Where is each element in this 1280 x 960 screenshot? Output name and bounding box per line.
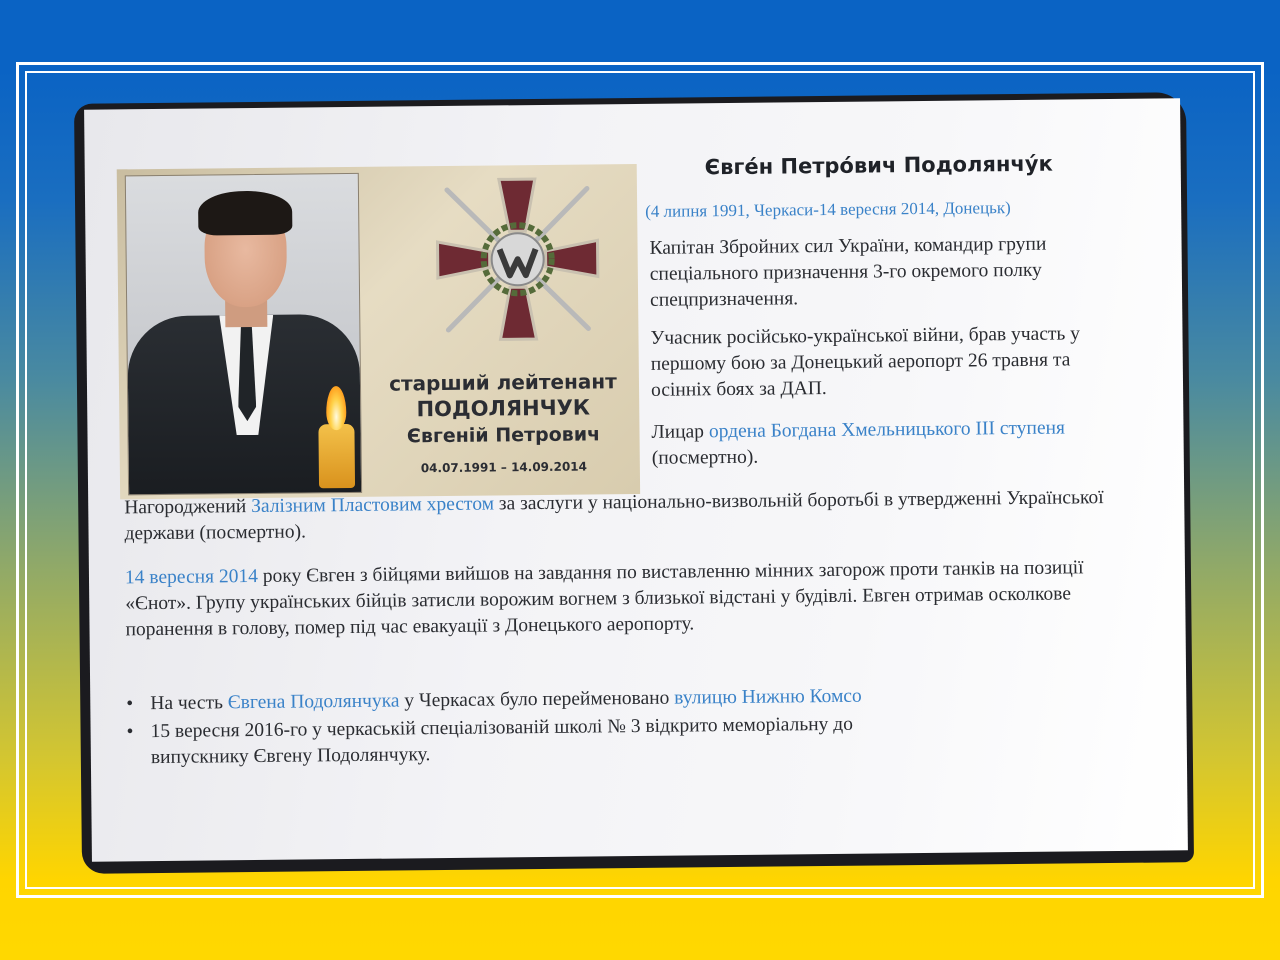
award-link: Залізним Пластовим хрестом	[251, 493, 495, 518]
bullet-line-2: випускнику Євгену Подолянчуку.	[150, 744, 431, 769]
given-names-label: Євгеній Петрович	[406, 423, 601, 448]
award-prefix: Нагороджений	[124, 496, 247, 519]
death-date-link: 14 вересня 2014	[124, 565, 259, 589]
award-suffix: за заслуги у національно-визвольній боротьбі в утвердженні Української держави (посмертно).	[124, 487, 1104, 545]
list-item	[126, 708, 1186, 771]
order-link: ордена Богдана Хмельницького III ступеня	[708, 417, 1066, 443]
surname-label: ПОДОЛЯНЧУК	[416, 395, 591, 422]
candle-icon	[318, 424, 355, 488]
death-text: року Євген з бійцями вийшов на завдання по виставленню мінних загорож проти танків на позиції «Єнот». Групу українських бійців затисли ворожим вогнем з близької відстані у будівлі. Евген отримав осколкове поранення в голову, помер під час евакуації з Донецького аеропорту.	[125, 557, 1084, 641]
hair	[198, 191, 292, 236]
bullet-marker: •	[126, 721, 134, 743]
memorial-caption	[369, 369, 638, 476]
war-paragraph: Учасник російсько-української війни, брав участь у першому бою за Донецький аеропорт 26 травня та осінніх боях за ДАП.	[650, 323, 1081, 401]
memorial-photo-panel	[117, 164, 640, 499]
rank-label: старший лейтенант	[389, 369, 617, 396]
order-prefix: Лицар	[651, 421, 705, 443]
street-link: вулицю Нижню Комсо	[674, 685, 862, 709]
bullet-line-1: 15 вересня 2016-го у черкаській спеціалізованій школі № 3 відкрито меморіальну до	[150, 713, 854, 743]
award-paragraph	[124, 485, 1124, 547]
bullet-prefix: На честь	[150, 692, 224, 715]
death-paragraph	[125, 555, 1126, 643]
order-paragraph	[651, 415, 1122, 472]
order-cross-icon	[429, 170, 607, 348]
person-link: Євгена Подолянчука	[227, 690, 400, 714]
service-paragraph: Капітан Збройних сил України, командир групи спеціального призначення 3-го окремого полку спецпризначення.	[649, 233, 1047, 311]
memorial-card	[84, 98, 1188, 861]
life-dates-link: (4 липня 1991, Черкаси-14 вересня 2014, Донецьк)	[645, 198, 1011, 221]
order-suffix: (посмертно).	[651, 446, 759, 469]
portrait-photo	[125, 173, 362, 495]
bullet-middle: у Черкасах було перейменовано	[404, 687, 670, 712]
bullet-marker: •	[126, 693, 134, 715]
card-heading: Євге́н Петро́вич Подолянчу́к	[704, 151, 1053, 180]
life-dates-label: 04.07.1991 – 14.09.2014	[420, 459, 588, 476]
memorial-bullet-list	[126, 680, 1187, 771]
